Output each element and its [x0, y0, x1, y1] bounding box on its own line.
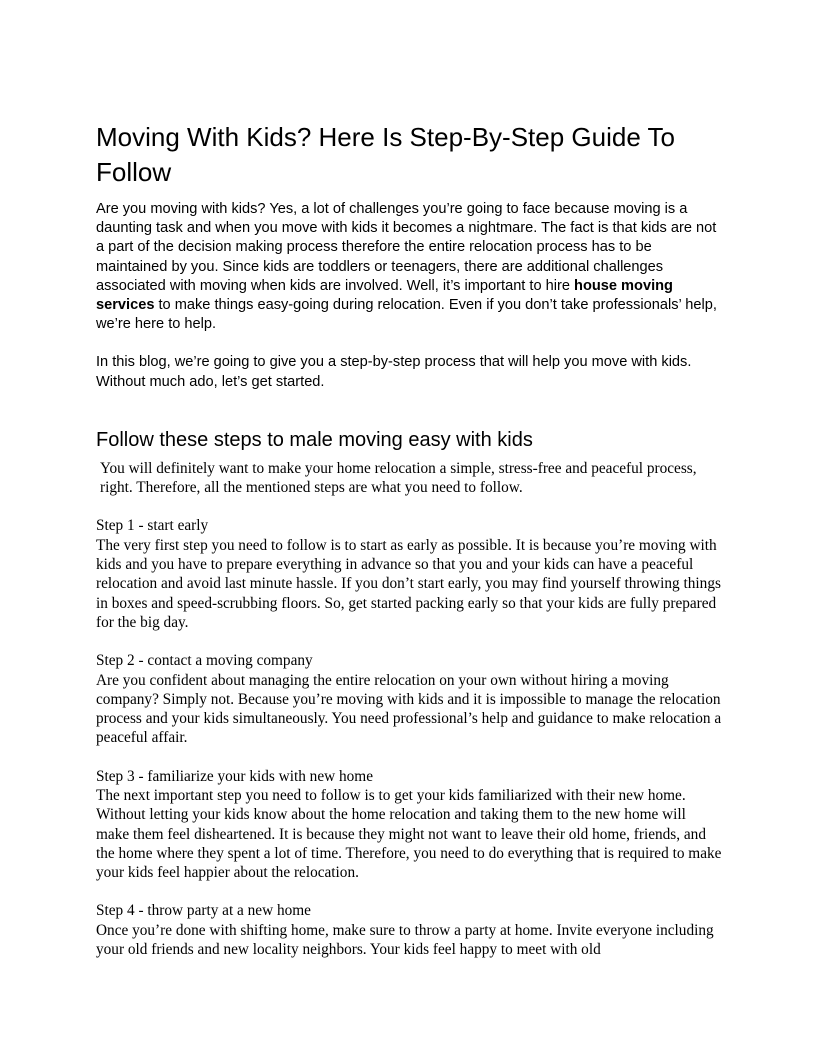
step-heading: Step 4 - throw party at a new home [96, 902, 311, 920]
step-body: The very first step you need to follow is to start as early as possible. It is because you’re moving with kids and you have to prepare everything in advance so that you and your kids can have a peaceful relocation and avoid last minute hassle. If you don’t start early, you may find yourself throwing things in boxes and speed-scrubbing floors. So, get started packing early so that your kids are fully prepared for the big day. [96, 536, 721, 631]
step-heading: Step 3 - familiarize your kids with new home [96, 767, 373, 785]
section-heading: Follow these steps to male moving easy with kids [96, 428, 533, 451]
paragraph-gap [96, 334, 722, 353]
step-body: Once you’re done with shifting home, make sure to throw a party at home. Invite everyone including your old friends and new locality neighbors. Your kids feel happy to meet with old [96, 921, 714, 959]
step-body: The next important step you need to follow is to get your kids familiarized with their new home. Without letting your kids know about the home relocation and taking them to the new home will make them feel disheartened. It is because they might not want to leave their old home, friends, and the home where they spent a lot of time. Therefore, you need to do everything that is required to make your kids feel happier about the relocation. [96, 786, 722, 882]
step-2 [96, 651, 722, 747]
step-heading: Step 1 - start early [96, 517, 209, 535]
section-intro: You will definitely want to make your home relocation a simple, stress-free and peaceful process, right. Therefore, all the mentioned steps are what you need to follow. [100, 459, 697, 497]
intro-paragraph-1 [96, 200, 722, 334]
step-4 [96, 901, 722, 959]
step-body: Are you confident about managing the entire relocation on your own without hiring a moving company? Simply not. Because you’re moving with kids and it is impossible to manage the relocation process and your kids simultaneously. You need professional’s help and guidance to make relocation a peaceful affair. [96, 671, 722, 747]
intro-paragraph-2: In this blog, we’re going to give you a step-by-step process that will help you move with kids. Without much ado, let’s get started. [96, 354, 692, 390]
article-title: Moving With Kids? Here Is Step-By-Step Guide To Follow [96, 122, 675, 187]
house-moving-services-bold: house moving services [96, 277, 673, 314]
intro-text-end: to make things easy-going during relocation. Even if you don’t take professionals’ help, we’re here to help. [96, 297, 717, 333]
step-1 [96, 516, 722, 632]
intro-text-start: Are you moving with kids? Yes, a lot of challenges you’re going to face because moving is a daunting task and when you move with kids it becomes a nightmare. The fact is that kids are not a part of the decision making process therefore the entire relocation process has to be maintained by you. Since kids are toddlers or teenagers, there are additional challenges associated with moving when kids are involved. Well, it’s important to hire [96, 201, 717, 294]
step-heading: Step 2 - contact a moving company [96, 652, 313, 670]
step-3 [96, 767, 722, 883]
document-page [96, 120, 722, 959]
